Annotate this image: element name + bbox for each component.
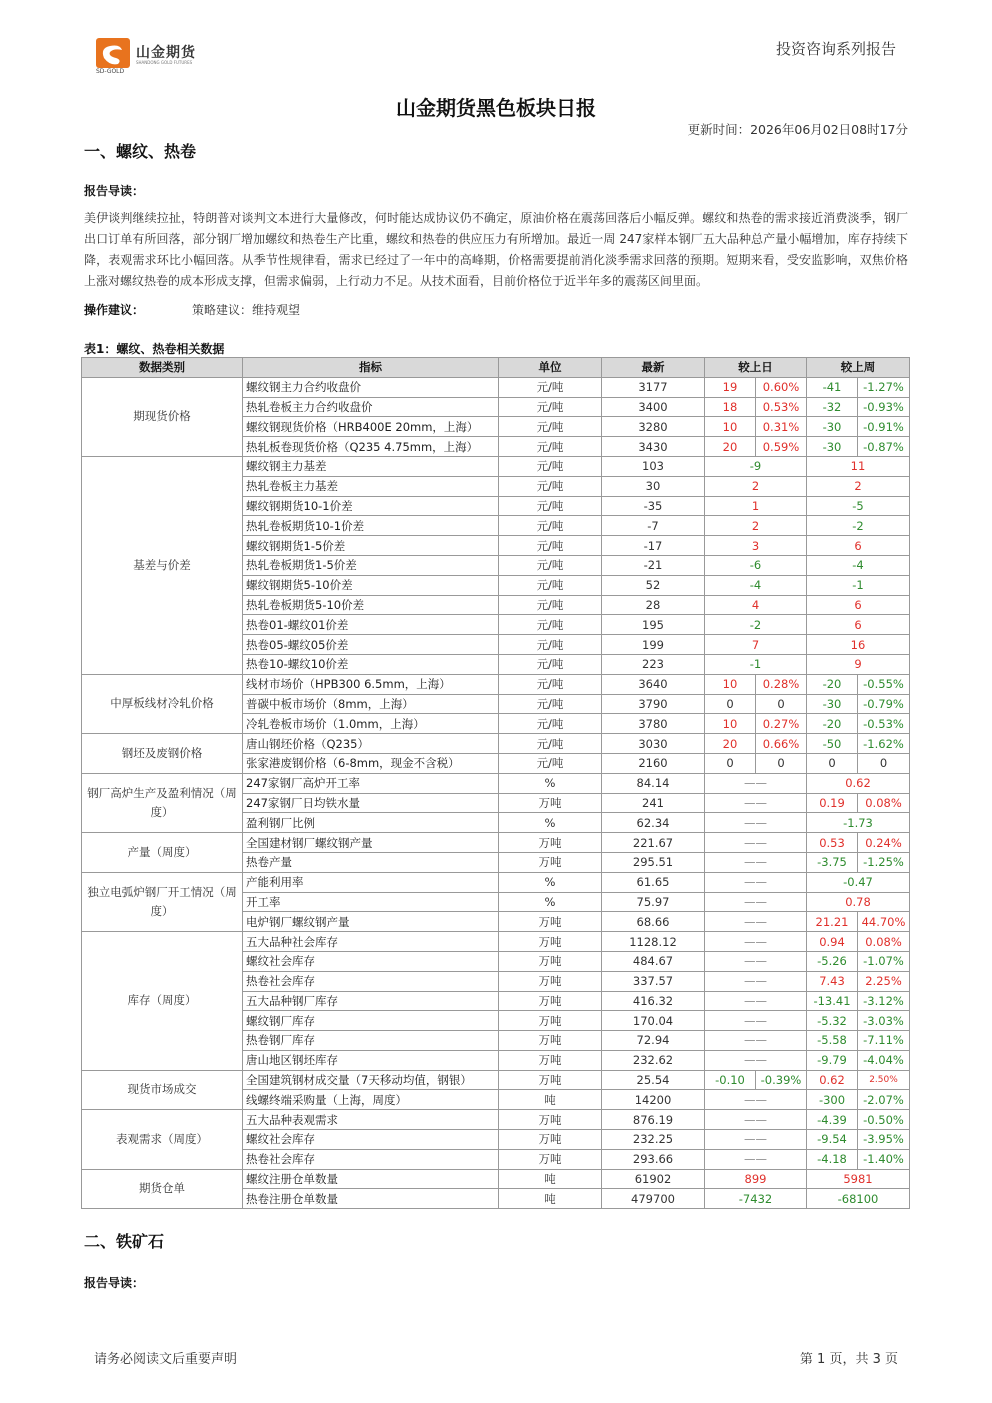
day-change-cell: -9	[705, 456, 807, 476]
unit-cell: 万吨	[499, 793, 602, 813]
day-change-pct-cell: 0.60%	[756, 377, 807, 397]
day-change-cell: 899	[705, 1169, 807, 1189]
day-change-cell: ——	[705, 932, 807, 952]
table-row	[82, 1070, 910, 1090]
indicator-cell: 普碳中板市场价（8mm，上海）	[243, 694, 499, 714]
indicator-cell: 螺纹注册仓单数量	[243, 1169, 499, 1189]
latest-cell: 75.97	[602, 892, 705, 912]
week-change-pct-cell: -3.95%	[858, 1130, 910, 1150]
week-change-pct-cell: -7.11%	[858, 1031, 910, 1051]
week-change-value-cell: -4.18	[807, 1149, 858, 1169]
day-change-value-cell: -0.10	[705, 1070, 756, 1090]
latest-cell: -17	[602, 536, 705, 556]
day-change-pct-cell: 0.28%	[756, 674, 807, 694]
week-change-cell: 0.62	[807, 773, 910, 793]
latest-cell: 241	[602, 793, 705, 813]
day-change-pct-cell: 0.53%	[756, 397, 807, 417]
indicator-cell: 冷轧卷板市场价（1.0mm，上海）	[243, 714, 499, 734]
indicator-cell: 螺纹钢主力基差	[243, 456, 499, 476]
day-change-cell: -2	[705, 615, 807, 635]
logo-english-sub: SHANDONG GOLD FUTURES	[136, 60, 193, 65]
table-row	[82, 456, 910, 476]
latest-cell: -7	[602, 516, 705, 536]
latest-cell: 195	[602, 615, 705, 635]
week-change-cell: 2	[807, 476, 910, 496]
category-cell: 现货市场成交	[82, 1070, 243, 1110]
day-change-cell: ——	[705, 793, 807, 813]
day-change-pct-cell: 0.27%	[756, 714, 807, 734]
week-change-value-cell: -13.41	[807, 991, 858, 1011]
day-change-value-cell: 10	[705, 714, 756, 734]
table-row	[82, 377, 910, 397]
unit-cell: 元/吨	[499, 575, 602, 595]
day-change-pct-cell: 0.66%	[756, 734, 807, 754]
indicator-cell: 线螺终端采购量（上海，周度）	[243, 1090, 499, 1110]
unit-cell: 万吨	[499, 1011, 602, 1031]
advice-label: 操作建议：	[84, 303, 145, 317]
latest-cell: 293.66	[602, 1149, 705, 1169]
week-change-pct-cell: 0	[858, 753, 910, 773]
latest-cell: 3430	[602, 437, 705, 457]
indicator-cell: 螺纹社会库存	[243, 1130, 499, 1150]
week-change-pct-cell: -1.62%	[858, 734, 910, 754]
week-change-value-cell: -3.75	[807, 852, 858, 872]
table-row	[82, 674, 910, 694]
week-change-pct-cell: -1.07%	[858, 951, 910, 971]
week-change-pct-cell: -0.79%	[858, 694, 910, 714]
latest-cell: 62.34	[602, 813, 705, 833]
week-change-pct-cell: -0.53%	[858, 714, 910, 734]
day-change-cell: -7432	[705, 1189, 807, 1209]
latest-cell: 295.51	[602, 852, 705, 872]
week-change-value-cell: 0.94	[807, 932, 858, 952]
week-change-pct-cell: -0.55%	[858, 674, 910, 694]
indicator-cell: 全国建筑钢材成交量（7天移动均值，钢银）	[243, 1070, 499, 1090]
unit-cell: 元/吨	[499, 496, 602, 516]
day-change-cell: ——	[705, 951, 807, 971]
day-change-cell: ——	[705, 1149, 807, 1169]
unit-cell: 万吨	[499, 932, 602, 952]
header-unit: 单位	[499, 358, 602, 378]
section2-intro-label: 报告导读：	[84, 1276, 145, 1290]
unit-cell: 元/吨	[499, 694, 602, 714]
latest-cell: 72.94	[602, 1031, 705, 1051]
indicator-cell: 盈利钢厂比例	[243, 813, 499, 833]
footer-page-number: 第 1 页，共 3 页	[799, 1352, 898, 1367]
week-change-value-cell: -5.58	[807, 1031, 858, 1051]
day-change-cell: 7	[705, 635, 807, 655]
week-change-pct-cell: 44.70%	[858, 912, 910, 932]
header-vs-prev-week: 较上周	[807, 358, 910, 378]
unit-cell: 元/吨	[499, 753, 602, 773]
latest-cell: 30	[602, 476, 705, 496]
week-change-value-cell: -30	[807, 437, 858, 457]
page-title: 山金期货黑色板块日报	[396, 96, 596, 120]
unit-cell: %	[499, 892, 602, 912]
unit-cell: 元/吨	[499, 654, 602, 674]
unit-cell: 万吨	[499, 1110, 602, 1130]
report-series: 投资咨询系列报告	[775, 40, 896, 58]
unit-cell: 吨	[499, 1090, 602, 1110]
latest-cell: 3790	[602, 694, 705, 714]
week-change-pct-cell: -0.91%	[858, 417, 910, 437]
table-row	[82, 734, 910, 754]
latest-cell: 103	[602, 456, 705, 476]
week-change-pct-cell: -0.93%	[858, 397, 910, 417]
latest-cell: 68.66	[602, 912, 705, 932]
indicator-cell: 热卷05-螺纹05价差	[243, 635, 499, 655]
week-change-pct-cell: 0.24%	[858, 833, 910, 853]
unit-cell: 吨	[499, 1189, 602, 1209]
table-body	[82, 377, 910, 1208]
latest-cell: 1128.12	[602, 932, 705, 952]
table-header-row	[82, 358, 910, 378]
latest-cell: 14200	[602, 1090, 705, 1110]
advice-text: 策略建议：维持观望	[192, 303, 301, 317]
latest-cell: 232.62	[602, 1050, 705, 1070]
unit-cell: 万吨	[499, 852, 602, 872]
day-change-value-cell: 0	[705, 694, 756, 714]
day-change-cell: -6	[705, 555, 807, 575]
latest-cell: 221.67	[602, 833, 705, 853]
latest-cell: 61902	[602, 1169, 705, 1189]
week-change-value-cell: -9.54	[807, 1130, 858, 1150]
unit-cell: 元/吨	[499, 476, 602, 496]
unit-cell: %	[499, 872, 602, 892]
indicator-cell: 热卷社会库存	[243, 1149, 499, 1169]
week-change-cell: 6	[807, 595, 910, 615]
update-time: 更新时间：2026年06月02日08时17分	[687, 122, 908, 137]
day-change-cell: ——	[705, 971, 807, 991]
week-change-pct-cell: 0.08%	[858, 793, 910, 813]
indicator-cell: 螺纹钢主力合约收盘价	[243, 377, 499, 397]
indicator-cell: 电炉钢厂螺纹钢产量	[243, 912, 499, 932]
week-change-cell: -0.47	[807, 872, 910, 892]
indicator-cell: 螺纹钢期货5-10价差	[243, 575, 499, 595]
unit-cell: 元/吨	[499, 437, 602, 457]
latest-cell: 25.54	[602, 1070, 705, 1090]
indicator-cell: 热轧卷板主力基差	[243, 476, 499, 496]
week-change-cell: 5981	[807, 1169, 910, 1189]
latest-cell: 3400	[602, 397, 705, 417]
day-change-value-cell: 10	[705, 674, 756, 694]
day-change-cell: 3	[705, 536, 807, 556]
indicator-cell: 唐山地区钢坯库存	[243, 1050, 499, 1070]
category-cell: 库存（周度）	[82, 932, 243, 1071]
indicator-cell: 热轧卷板期货5-10价差	[243, 595, 499, 615]
latest-cell: 484.67	[602, 951, 705, 971]
unit-cell: 万吨	[499, 951, 602, 971]
indicator-cell: 五大品种社会库存	[243, 932, 499, 952]
unit-cell: %	[499, 813, 602, 833]
week-change-pct-cell: 2.50%	[858, 1070, 910, 1090]
day-change-value-cell: 19	[705, 377, 756, 397]
section1-intro-text: 美伊谈判继续拉扯，特朗普对谈判文本进行大量修改，何时能达成协议仍不确定，原油价格在震荡回落后小幅反弹。螺纹和热卷的需求接近消费淡季，钢厂出口订单有所回落，部分钢厂增加螺纹和热卷生产比重，螺纹和热卷的供应压力有所增加。最近一周 247家样本钢厂五大品种总产量小幅增加，库存持续下降，表观需求环比小幅回落。从季节性规律看，需求已经过了一年中的高峰期，价格需要提前消化淡季需求回落的预期。短期来看，受安监影响，双焦价格上涨对螺纹热卷的成本形成支撑，但需求偏弱，上行动力不足。从技术面看，目前价格位于近半年多的震荡区间里面。	[84, 211, 908, 288]
indicator-cell: 螺纹钢厂库存	[243, 1011, 499, 1031]
unit-cell: 吨	[499, 1169, 602, 1189]
indicator-cell: 热轧卷板期货10-1价差	[243, 516, 499, 536]
day-change-value-cell: 0	[705, 753, 756, 773]
day-change-value-cell: 18	[705, 397, 756, 417]
week-change-cell: 11	[807, 456, 910, 476]
indicator-cell: 五大品种钢厂库存	[243, 991, 499, 1011]
day-change-cell: ——	[705, 852, 807, 872]
unit-cell: 元/吨	[499, 734, 602, 754]
day-change-cell: ——	[705, 813, 807, 833]
latest-cell: 3280	[602, 417, 705, 437]
indicator-cell: 热卷钢厂库存	[243, 1031, 499, 1051]
week-change-value-cell: -30	[807, 694, 858, 714]
indicator-cell: 五大品种表观需求	[243, 1110, 499, 1130]
header-category: 数据类别	[82, 358, 243, 378]
category-cell: 基差与价差	[82, 456, 243, 674]
unit-cell: 元/吨	[499, 555, 602, 575]
week-change-cell: 6	[807, 536, 910, 556]
unit-cell: 万吨	[499, 1050, 602, 1070]
week-change-value-cell: 0	[807, 753, 858, 773]
unit-cell: 元/吨	[499, 456, 602, 476]
day-change-cell: ——	[705, 872, 807, 892]
unit-cell: 元/吨	[499, 615, 602, 635]
table-row	[82, 932, 910, 952]
week-change-value-cell: 0.62	[807, 1070, 858, 1090]
category-cell: 产量（周度）	[82, 833, 243, 873]
unit-cell: 万吨	[499, 971, 602, 991]
latest-cell: 3640	[602, 674, 705, 694]
unit-cell: 元/吨	[499, 516, 602, 536]
table-row	[82, 773, 910, 793]
unit-cell: 万吨	[499, 833, 602, 853]
unit-cell: 万吨	[499, 1130, 602, 1150]
day-change-pct-cell: 0.59%	[756, 437, 807, 457]
week-change-pct-cell: -3.03%	[858, 1011, 910, 1031]
header-indicator: 指标	[243, 358, 499, 378]
day-change-cell: ——	[705, 833, 807, 853]
unit-cell: 元/吨	[499, 397, 602, 417]
indicator-cell: 247家钢厂高炉开工率	[243, 773, 499, 793]
table-row	[82, 1110, 910, 1130]
indicator-cell: 螺纹钢期货10-1价差	[243, 496, 499, 516]
week-change-value-cell: -4.39	[807, 1110, 858, 1130]
indicator-cell: 热轧卷板期货1-5价差	[243, 555, 499, 575]
week-change-cell: -68100	[807, 1189, 910, 1209]
latest-cell: 3177	[602, 377, 705, 397]
week-change-value-cell: -30	[807, 417, 858, 437]
category-cell: 期现货价格	[82, 377, 243, 456]
header-vs-prev-day: 较上日	[705, 358, 807, 378]
sd-gold-logo-icon	[96, 38, 130, 68]
table-row	[82, 1169, 910, 1189]
day-change-cell: ——	[705, 991, 807, 1011]
day-change-cell: ——	[705, 912, 807, 932]
unit-cell: 元/吨	[499, 714, 602, 734]
week-change-pct-cell: -4.04%	[858, 1050, 910, 1070]
indicator-cell: 热卷注册仓单数量	[243, 1189, 499, 1209]
day-change-cell: ——	[705, 1130, 807, 1150]
indicator-cell: 热卷社会库存	[243, 971, 499, 991]
day-change-cell: 4	[705, 595, 807, 615]
unit-cell: 元/吨	[499, 674, 602, 694]
category-cell: 钢厂高炉生产及盈利情况（周度）	[82, 773, 243, 832]
indicator-cell: 热卷产量	[243, 852, 499, 872]
week-change-value-cell: 7.43	[807, 971, 858, 991]
week-change-value-cell: -5.26	[807, 951, 858, 971]
week-change-pct-cell: -0.50%	[858, 1110, 910, 1130]
day-change-value-cell: 10	[705, 417, 756, 437]
indicator-cell: 247家钢厂日均铁水量	[243, 793, 499, 813]
unit-cell: %	[499, 773, 602, 793]
unit-cell: 元/吨	[499, 417, 602, 437]
day-change-cell: -1	[705, 654, 807, 674]
week-change-pct-cell: -1.27%	[858, 377, 910, 397]
week-change-cell: -4	[807, 555, 910, 575]
latest-cell: -21	[602, 555, 705, 575]
latest-cell: 170.04	[602, 1011, 705, 1031]
latest-cell: 52	[602, 575, 705, 595]
indicator-cell: 热卷01-螺纹01价差	[243, 615, 499, 635]
category-cell: 中厚板线材冷轧价格	[82, 674, 243, 733]
week-change-pct-cell: 2.25%	[858, 971, 910, 991]
week-change-value-cell: -50	[807, 734, 858, 754]
latest-cell: 876.19	[602, 1110, 705, 1130]
latest-cell: 84.14	[602, 773, 705, 793]
latest-cell: 337.57	[602, 971, 705, 991]
latest-cell: 416.32	[602, 991, 705, 1011]
latest-cell: -35	[602, 496, 705, 516]
unit-cell: 万吨	[499, 991, 602, 1011]
week-change-pct-cell: -2.07%	[858, 1090, 910, 1110]
table-caption: 表1：螺纹、热卷相关数据	[84, 342, 225, 356]
logo-text: 山金期货	[136, 45, 196, 61]
day-change-cell: ——	[705, 773, 807, 793]
week-change-value-cell: -41	[807, 377, 858, 397]
rebar-hrc-data-table	[81, 357, 910, 1209]
week-change-value-cell: 0.53	[807, 833, 858, 853]
unit-cell: 万吨	[499, 912, 602, 932]
section2-heading: 二、铁矿石	[84, 1232, 165, 1251]
day-change-pct-cell: 0	[756, 753, 807, 773]
day-change-value-cell: 20	[705, 437, 756, 457]
day-change-cell: ——	[705, 1050, 807, 1070]
week-change-cell: -5	[807, 496, 910, 516]
week-change-pct-cell: -0.87%	[858, 437, 910, 457]
indicator-cell: 螺纹钢现货价格（HRB400E 20mm，上海）	[243, 417, 499, 437]
week-change-value-cell: -9.79	[807, 1050, 858, 1070]
week-change-cell: 16	[807, 635, 910, 655]
unit-cell: 元/吨	[499, 635, 602, 655]
week-change-cell: 0.78	[807, 892, 910, 912]
week-change-value-cell: -32	[807, 397, 858, 417]
footer-disclaimer: 请务必阅读文后重要声明	[94, 1352, 238, 1367]
indicator-cell: 螺纹社会库存	[243, 951, 499, 971]
day-change-cell: 2	[705, 476, 807, 496]
latest-cell: 28	[602, 595, 705, 615]
week-change-cell: -1	[807, 575, 910, 595]
category-cell: 独立电弧炉钢厂开工情况（周度）	[82, 872, 243, 931]
week-change-cell: -2	[807, 516, 910, 536]
indicator-cell: 全国建材钢厂螺纹钢产量	[243, 833, 499, 853]
latest-cell: 2160	[602, 753, 705, 773]
section1-heading: 一、螺纹、热卷	[84, 142, 197, 161]
day-change-pct-cell: 0	[756, 694, 807, 714]
section1-intro-label: 报告导读：	[84, 184, 145, 198]
header-latest: 最新	[602, 358, 705, 378]
indicator-cell: 热卷10-螺纹10价差	[243, 654, 499, 674]
latest-cell: 199	[602, 635, 705, 655]
day-change-cell: ——	[705, 1011, 807, 1031]
day-change-cell: -4	[705, 575, 807, 595]
indicator-cell: 开工率	[243, 892, 499, 912]
table-row	[82, 833, 910, 853]
day-change-cell: 2	[705, 516, 807, 536]
week-change-pct-cell: 0.08%	[858, 932, 910, 952]
indicator-cell: 张家港废钢价格（6-8mm，现金不含税）	[243, 753, 499, 773]
day-change-cell: ——	[705, 892, 807, 912]
week-change-value-cell: -20	[807, 714, 858, 734]
category-cell: 表观需求（周度）	[82, 1110, 243, 1169]
day-change-value-cell: 20	[705, 734, 756, 754]
unit-cell: 元/吨	[499, 595, 602, 615]
week-change-value-cell: -300	[807, 1090, 858, 1110]
indicator-cell: 产能利用率	[243, 872, 499, 892]
category-cell: 钢坯及废钢价格	[82, 734, 243, 774]
category-cell: 期货仓单	[82, 1169, 243, 1209]
week-change-value-cell: 0.19	[807, 793, 858, 813]
week-change-cell: 6	[807, 615, 910, 635]
logo-english: SD-GOLD	[96, 68, 125, 75]
week-change-pct-cell: -1.40%	[858, 1149, 910, 1169]
latest-cell: 3780	[602, 714, 705, 734]
day-change-cell: ——	[705, 1110, 807, 1130]
table-row	[82, 872, 910, 892]
day-change-cell: 1	[705, 496, 807, 516]
latest-cell: 479700	[602, 1189, 705, 1209]
day-change-pct-cell: 0.31%	[756, 417, 807, 437]
company-logo	[96, 38, 206, 74]
latest-cell: 61.65	[602, 872, 705, 892]
week-change-value-cell: -20	[807, 674, 858, 694]
latest-cell: 232.25	[602, 1130, 705, 1150]
indicator-cell: 热轧板卷现货价格（Q235 4.75mm，上海）	[243, 437, 499, 457]
unit-cell: 万吨	[499, 1149, 602, 1169]
latest-cell: 223	[602, 654, 705, 674]
week-change-pct-cell: -3.12%	[858, 991, 910, 1011]
indicator-cell: 唐山钢坯价格（Q235）	[243, 734, 499, 754]
latest-cell: 3030	[602, 734, 705, 754]
day-change-pct-cell: -0.39%	[756, 1070, 807, 1090]
indicator-cell: 线材市场价（HPB300 6.5mm，上海）	[243, 674, 499, 694]
week-change-cell: -1.73	[807, 813, 910, 833]
week-change-value-cell: -5.32	[807, 1011, 858, 1031]
day-change-cell: ——	[705, 1090, 807, 1110]
unit-cell: 万吨	[499, 1031, 602, 1051]
week-change-pct-cell: -1.25%	[858, 852, 910, 872]
indicator-cell: 螺纹钢期货1-5价差	[243, 536, 499, 556]
indicator-cell: 热轧卷板主力合约收盘价	[243, 397, 499, 417]
week-change-value-cell: 21.21	[807, 912, 858, 932]
unit-cell: 元/吨	[499, 377, 602, 397]
unit-cell: 元/吨	[499, 536, 602, 556]
week-change-cell: 9	[807, 654, 910, 674]
day-change-cell: ——	[705, 1031, 807, 1051]
unit-cell: 万吨	[499, 1070, 602, 1090]
